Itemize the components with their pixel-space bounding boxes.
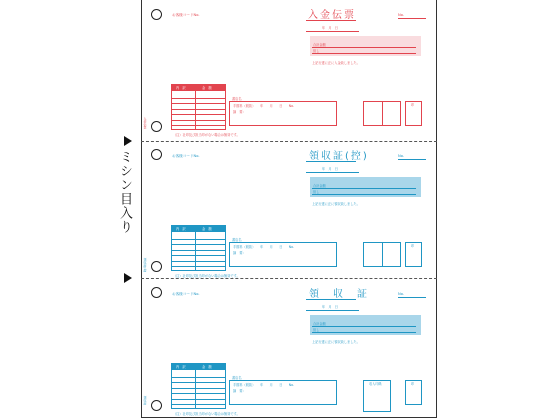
breakdown-row-line [171,109,226,110]
breakdown-row-line [171,261,226,262]
details-line: 摘 要： [233,251,246,255]
breakdown-col-label: 内 訳 [176,365,186,369]
amount-label: 合計金額 [313,43,326,47]
no-label: No. [398,292,404,296]
customer-code-label: お客様コードNo. [172,154,200,158]
date-label: 年 月 日 [322,167,338,171]
customer-code-label: お客様コードNo. [172,13,200,17]
no-line [398,18,426,19]
perforation-line-1 [141,141,437,142]
breakdown-row-line [171,244,226,245]
breakdown-row-line [171,98,226,99]
breakdown-row-line [171,377,226,378]
details-line: 摘 要： [233,110,246,114]
details-header: 書店名 [232,376,242,380]
breakdown-row-line [171,125,226,126]
seal-label: 印 [411,244,415,248]
customer-code-label: お客様コードNo. [172,292,200,296]
seal-label: 印 [411,382,415,386]
date-line [306,310,359,311]
details-line: 手数料（税抜） 年 月 日 No. [233,245,295,249]
breakdown-col-label: 内 訳 [176,227,186,231]
details-line: 手数料（税抜） 年 月 日 No. [233,104,295,108]
no-line [398,297,426,298]
form-title: 入金伝票 [308,10,356,21]
perforation-line-2 [141,278,437,279]
form-title: 領収証(控) [309,151,369,162]
stamp-divider [382,101,383,126]
stamp-divider [382,242,383,267]
revenue-stamp-label: 収入印紙 [369,382,382,386]
title-underline [306,20,356,21]
tax-line [312,194,416,195]
tax-label: 但し [313,328,320,332]
amount-line [312,47,416,48]
amount-label: 合計金額 [313,322,326,326]
footnote: （注）社印及び担当印がない場合は無効です。 [173,133,240,137]
punch-hole [151,9,162,20]
breakdown-divider [195,225,196,271]
confirm-text: 上記行達に正に領収致しました。 [312,340,360,344]
title-underline [306,299,356,300]
perforation-label: ミシン目入り [117,150,132,234]
details-header: 書店名 [232,97,242,101]
breakdown-row-line [171,114,226,115]
breakdown-row-line [171,266,226,267]
confirm-text: 上記行達に正に入金致しました。 [312,61,360,65]
breakdown-row-line [171,388,226,389]
breakdown-row-line [171,255,226,256]
punch-hole [151,261,162,272]
tax-line [312,53,416,54]
tax-label: 但し [313,49,320,53]
breakdown-col-amount: 金 額 [202,86,212,90]
breakdown-divider [195,84,196,130]
amount-line [312,326,416,327]
breakdown-row-line [171,393,226,394]
breakdown-col-amount: 金 額 [202,227,212,231]
footnote: （注）社印及び担当印がない場合は無効です。 [173,412,240,416]
footnote: （注）社印及び担当印がない場合は無効です。 [173,274,240,278]
breakdown-divider [195,363,196,409]
date-line [306,31,359,32]
punch-hole [151,121,162,132]
form-sheet [141,0,437,418]
details-line: 手数料（税抜） 年 月 日 No. [233,383,295,387]
breakdown-row-line [171,404,226,405]
punch-hole [151,400,162,411]
perforation-arrow-icon [124,136,132,146]
confirm-text: 上記行達に正に領収致しました。 [312,202,360,206]
breakdown-row-line [171,120,226,121]
tax-line [312,332,416,333]
tax-label: 但し [313,190,320,194]
breakdown-col-amount: 金 額 [202,365,212,369]
details-header: 書店名 [232,238,242,242]
breakdown-row-line [171,382,226,383]
side-label: 領収証 [143,396,147,405]
perforation-arrow-icon [124,273,132,283]
details-line: 摘 要： [233,389,246,393]
date-line [306,172,359,173]
amount-label: 合計金額 [313,184,326,188]
side-label: 入金伝票 [143,117,147,129]
breakdown-row-line [171,250,226,251]
no-label: No. [398,154,404,158]
punch-hole [151,287,162,298]
form-title: 領 収 証 [309,289,369,300]
amount-line [312,188,416,189]
date-label: 年 月 日 [322,305,338,309]
seal-label: 印 [411,103,415,107]
title-underline [306,161,356,162]
breakdown-row-line [171,103,226,104]
date-label: 年 月 日 [322,26,338,30]
punch-hole [151,149,162,160]
no-line [398,159,426,160]
breakdown-col-label: 内 訳 [176,86,186,90]
breakdown-row-line [171,239,226,240]
no-label: No. [398,13,404,17]
breakdown-row-line [171,399,226,400]
side-label: 領収証(控) [143,258,147,273]
